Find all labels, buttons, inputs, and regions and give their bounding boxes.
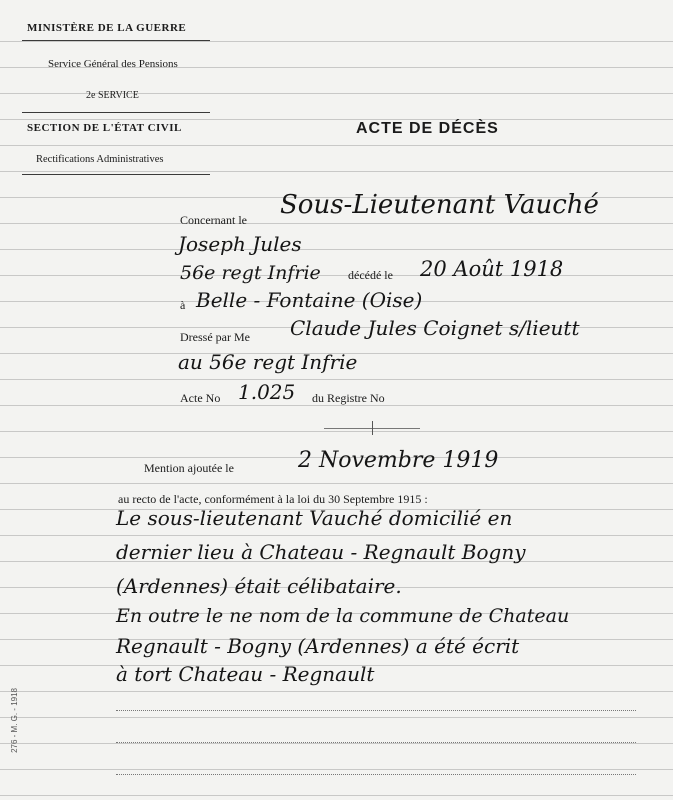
blank-line [116,774,636,775]
concernant-value: Sous-Lieutenant Vauché [280,190,599,220]
acte-number: 1.025 [238,380,296,404]
header-rule-1 [22,40,210,41]
place-value: Belle - Fontaine (Oise) [196,288,423,312]
mention-line-6: à tort Chateau - Regnault [116,662,375,686]
blank-line [116,742,636,743]
header-rule-3 [22,174,210,175]
mention-line-4: En outre le ne nom de la commune de Chateau [116,605,570,627]
mention-line-3: (Ardennes) était célibataire. [116,574,402,598]
service-general-label: Service Général des Pensions [48,58,178,70]
blank-line [116,710,636,711]
printer-mark: 276 - M. G. - 1918 [10,688,19,753]
registre-label: du Registre No [312,391,385,405]
concernant-label: Concernant le [180,213,247,227]
mention-label: Mention ajoutée le [144,461,234,475]
dresse-label: Dressé par Me [180,330,250,344]
name-value: Joseph Jules [178,232,302,256]
recto-text: au recto de l'acte, conformément à la loi du 30 Septembre 1915 : [118,492,428,506]
header-rule-2 [22,112,210,113]
decede-label: décédé le [348,268,393,282]
mention-date: 2 Novembre 1919 [298,448,499,473]
place-prefix-label: à [180,298,186,312]
mention-line-1: Le sous-lieutenant Vauché domicilié en [116,506,513,530]
dresse-value: Claude Jules Coignet s/lieutt [290,316,580,340]
regiment-value: 56e regt Infrie [180,262,321,284]
separator-tick [372,421,373,435]
service-number-label: 2e SERVICE [86,90,139,101]
page-title: ACTE DE DÉCÈS [356,120,499,137]
acte-label: Acte No [180,391,221,405]
mention-line-5: Regnault - Bogny (Ardennes) a été écrit [116,634,520,658]
decede-value: 20 Août 1918 [420,257,564,281]
section-heading: SECTION DE L'ÉTAT CIVIL [27,122,182,134]
mention-line-2: dernier lieu à Chateau - Regnault Bogny [116,540,526,564]
rectifications-label: Rectifications Administratives [36,154,164,165]
dresse-value-continued: au 56e regt Infrie [178,350,358,374]
ministry-heading: MINISTÈRE DE LA GUERRE [27,22,187,34]
